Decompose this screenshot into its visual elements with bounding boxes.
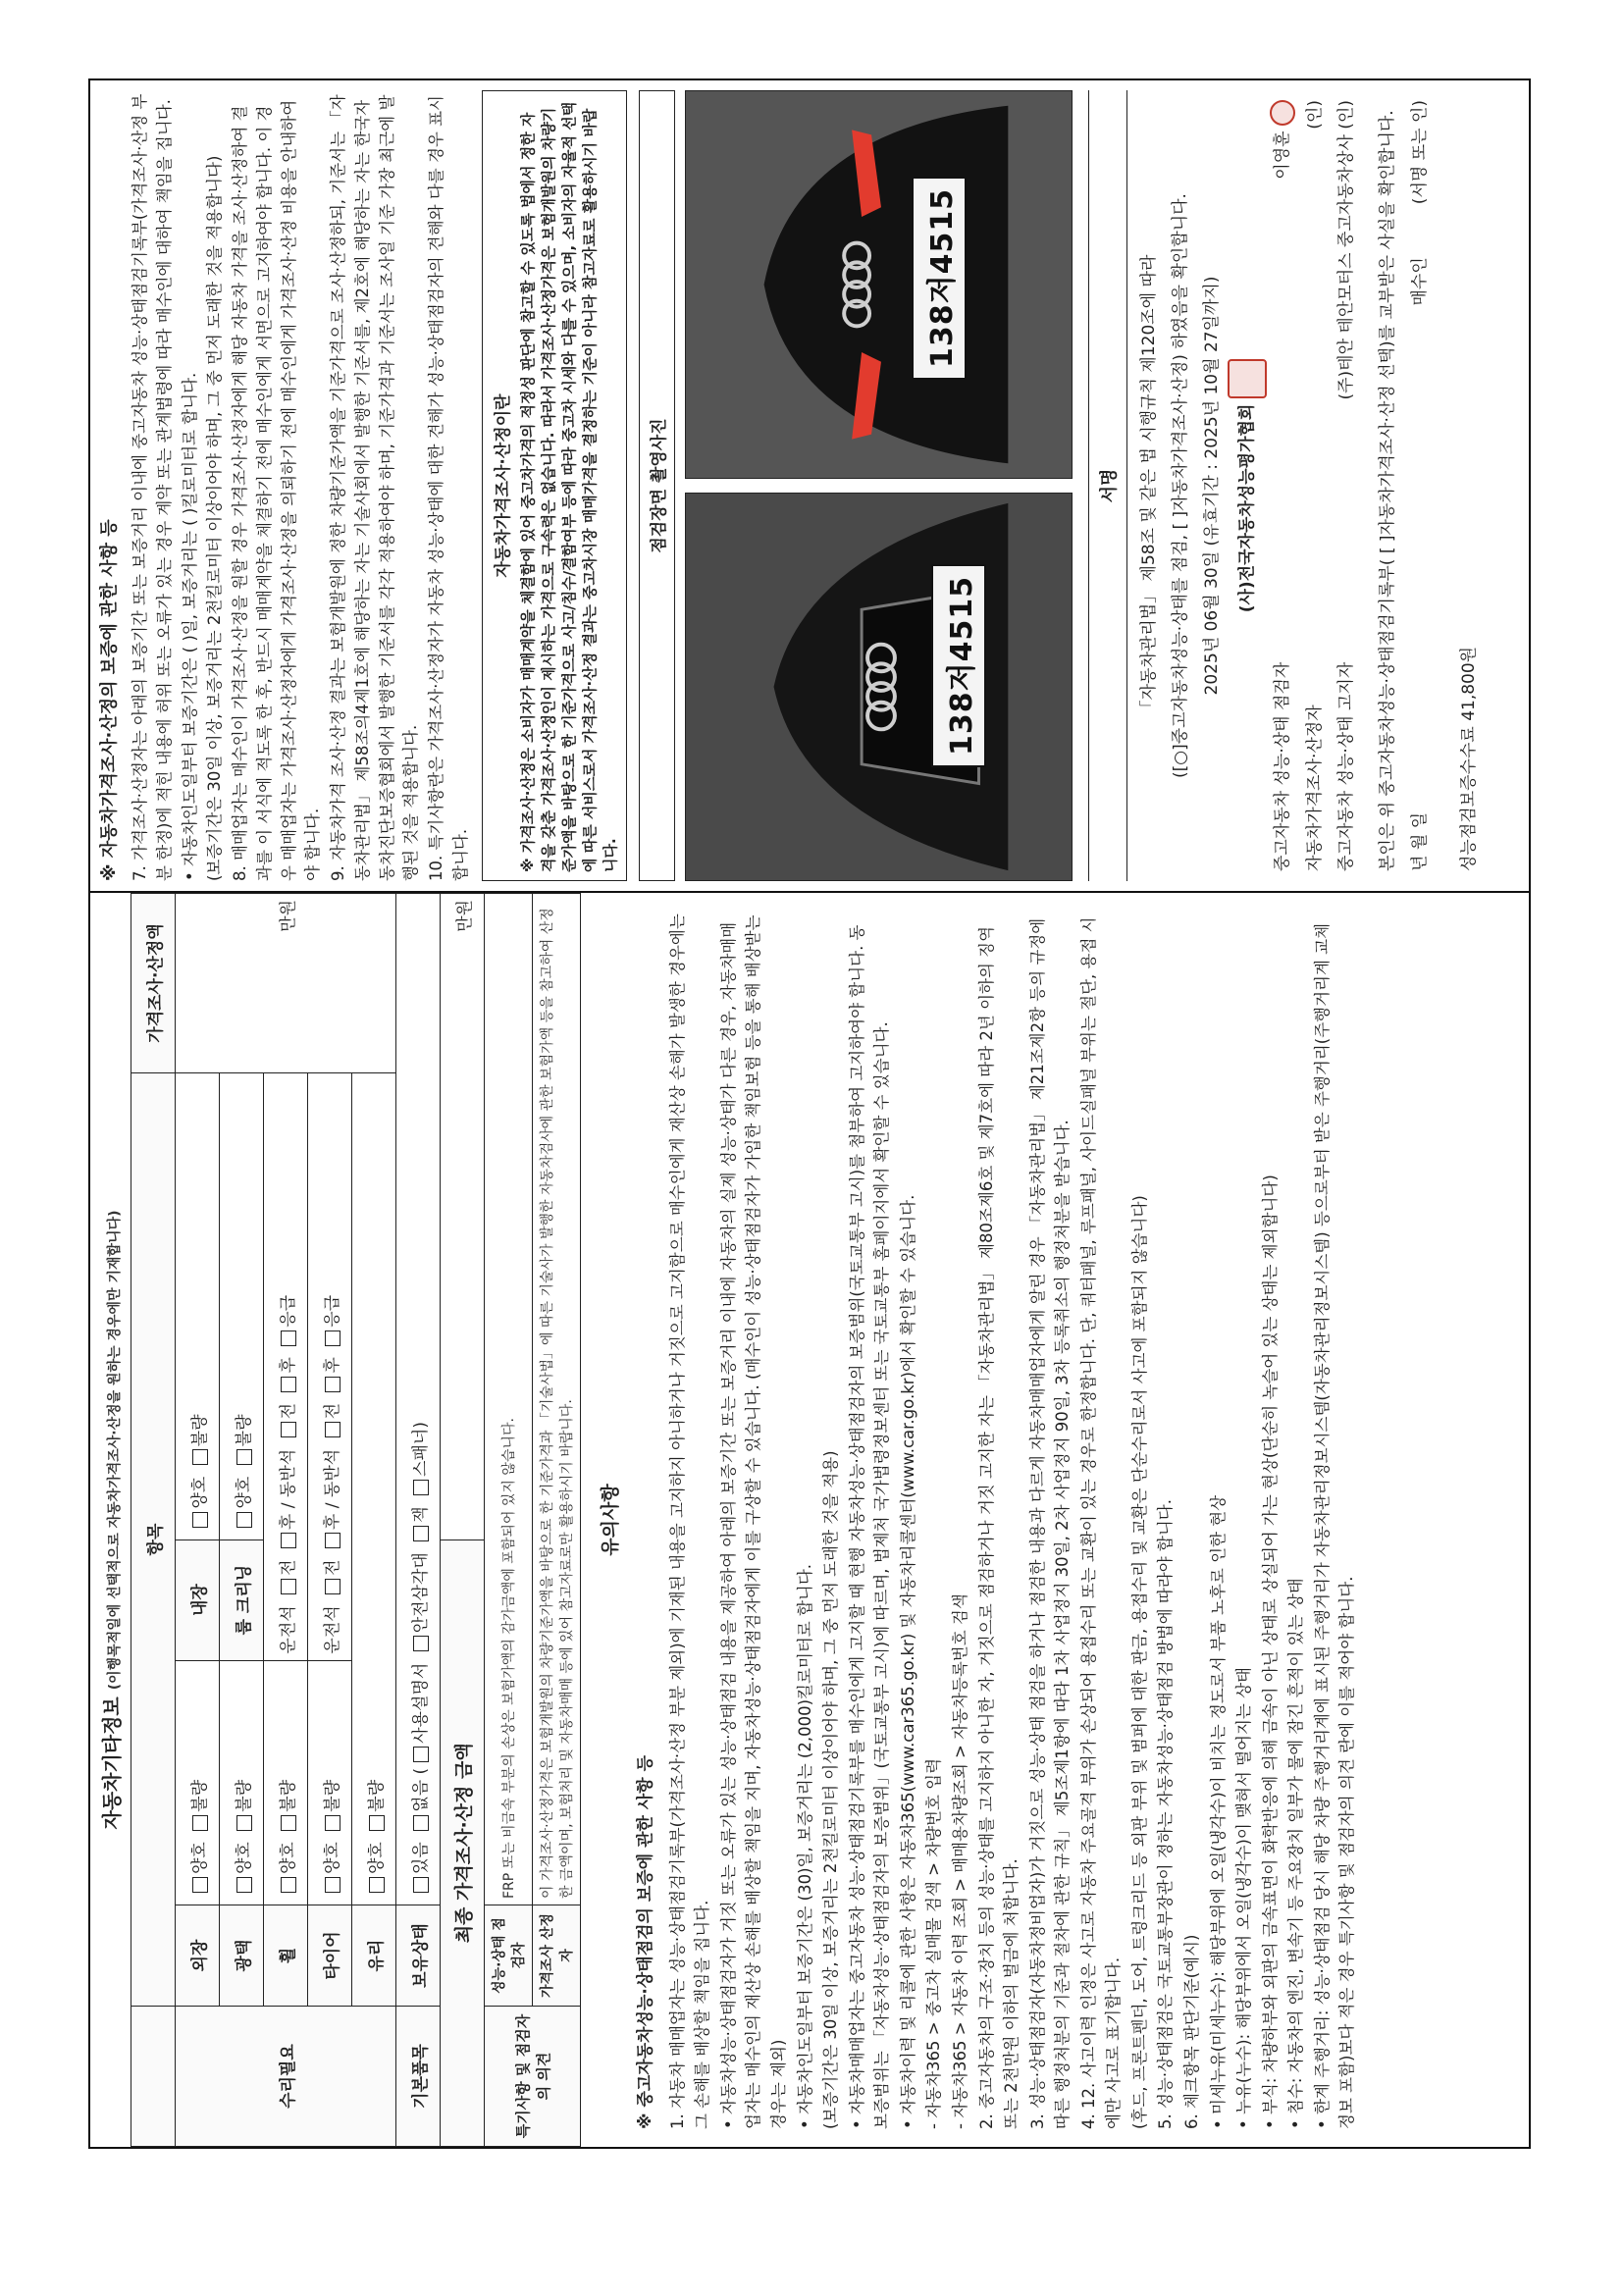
option-triangle: 안전삼각대 [410, 1552, 431, 1634]
caution-item: 2. 중고자동차의 구조·장치 등의 성능·상태를 고지하지 아니한 자, 거짓으로 점검하거나 거짓 고지한 자는 「자동차관리법」 제80조제6호 및 제7호에 따라 2년 이하의 징역 또는 2천만원 이하의 벌금에 처합니다. [976, 925, 1021, 2129]
price-guarantee-item: 8. 매매업자는 매수인이 가격조사·산정을 원할 경우 가격조사·산정자에게 해당 자동차 가격을 조사·산정하여 결과를 이 서식에 적도록 한 후, 반드시 매매계약을 체결하기 전에 매수인에게 서면으로 고지하여야 합니다. 이 경우 매매업자는 가격조사·산정자에게 가격조사·산정을 의뢰하기 전에 매수인에게 가격조사·산정 비용을 안내하여야 합니다. [231, 99, 323, 881]
date-blank: 년 월 일 [1409, 811, 1430, 871]
checkbox[interactable] [325, 1377, 340, 1392]
car-front-illustration [686, 494, 1072, 880]
checkbox[interactable] [325, 1533, 340, 1548]
checkbox[interactable] [236, 1512, 252, 1528]
row-wheel-positions[interactable]: 운전석 전 후 / 동반석 전 후 응급 [264, 1073, 308, 1661]
option-bad: 불량 [278, 1779, 298, 1812]
rear: 후 [322, 1357, 342, 1374]
row-cleaning-options[interactable] [220, 1073, 264, 1540]
signature-section [1127, 90, 1492, 881]
front-car-photo [685, 493, 1073, 881]
caution-item: 5. 성능·상태점검은 국토교통부장관이 정하는 자동차성능·상태점검 방법에 따라야 합니다. [1156, 1499, 1176, 2129]
option-bad: 불량 [189, 1414, 210, 1447]
option-good: 양호 [322, 1842, 342, 1874]
checkbox[interactable] [413, 1815, 429, 1831]
special-notes-price [533, 894, 581, 1905]
row-exterior-name: 외장 [176, 1905, 220, 2007]
checkbox[interactable] [413, 1480, 429, 1495]
note-price-basis: 이 가격조사·산정가격은 보험개발원의 차량기준가액을 바탕으로 한 기준가격과 「기술사법」에 따른 기술사가 발행한 자동차검사에 관한 보험가액 등을 참고하여 산정한 금액이며, 보험처리 및 자동차매매 등에 있어 참고자료로만 활용하시기 바랍니다. [540, 908, 575, 1899]
photos-title: 점검장면 촬영사진 [639, 90, 675, 881]
vehicle-other-title-text: 자동차기타정보 [100, 1696, 124, 1830]
inspector-name: 이영훈 [1273, 130, 1293, 180]
option-yes: 있음 [410, 1842, 431, 1874]
row-glass-options[interactable] [352, 1073, 396, 1905]
caution-item: • 자동차성능·상태점검자가 거짓 또는 오류가 있는 성능·상태점검 내용을 제공하여 아래의 보증기간 또는 보증거리 이내에 자동차의 실제 성능·상태가 다른 경우, 자동차매매업자는 매수인의 재산상 손해를 배상할 책임을 지며, 자동차성능·상태점검자에게 이를 구상할 수 있습니다. (매수인이 성능·상태점검자가 가입한 책임보험 등을 통해 배상받는 경우는 제외) [718, 914, 789, 2129]
cautions-subtitle: ※ 중고자동차성능·상태점검의 보증에 관한 사항 등 [636, 1754, 656, 2129]
basic-items-label: 기본품목 [396, 2007, 441, 2147]
passenger-side: 동반석 [322, 1448, 342, 1498]
cautions-section [581, 893, 1371, 2147]
org-name-text: (사)전국자동차성능평가협회 [1237, 403, 1258, 613]
option-bad: 불량 [234, 1779, 254, 1812]
row-exterior-options[interactable] [176, 1660, 220, 1905]
caution-item: • 자동차매매업자는 중고자동차 성능·상태점검기록부를 매수인에게 고지할 때 현행 자동차성능·상태점검자의 보증범위(국토교통부 고시)를 첨부하여 고지하여야 합니다. 동 보증범위는 「자동차성능·상태점검자의 보증범위」(국토교통부 고시)에 따르며, 법제처 국가법령정보센터 또는 국토교통부 홈페이지에서 확인할 수 있습니다. [847, 924, 892, 2129]
checkbox[interactable] [281, 1877, 296, 1893]
option-bad: 불량 [234, 1414, 254, 1447]
inspector-label: 중고자동차 성능·상태 점검자 [1273, 661, 1293, 871]
price-guarantee-item: • 자동차인도일부터 보증기간은 ( )일, 보증거리는 ( )킬로미터로 합니다. [180, 372, 199, 881]
checkbox[interactable] [281, 1331, 296, 1346]
checkbox[interactable] [281, 1422, 296, 1437]
vehicle-other-subtitle: (이행목적일에 선택적으로 자동차가격조사·산정을 원하는 경우에만 기재합니다) [107, 1210, 123, 1691]
passenger-side: 동반석 [278, 1448, 298, 1498]
row-wheel-options[interactable] [264, 1660, 308, 1905]
notifier-sign [1331, 100, 1362, 400]
price-guarantee-item: 10. 특기사항란은 가격조사·산정자가 자동차 성능·상태에 대한 견해가 성능·상태점검자의 견해와 다를 경우 표시합니다. [427, 95, 470, 881]
option-good: 양호 [189, 1842, 210, 1874]
checkbox[interactable] [192, 1877, 208, 1893]
price-header: 가격조사·산정액 [131, 894, 176, 1073]
checkbox[interactable] [192, 1512, 208, 1528]
checkbox[interactable] [325, 1331, 340, 1346]
price-guarantee-title: ※ 자동차가격조사·산정의 보증에 관한 사항 등 [99, 519, 120, 881]
row-tire-positions[interactable]: 운전석 전 후 / 동반석 전 후 응급 [308, 1073, 352, 1661]
caution-item: • 한계 주행거리: 성능·상태점검 당시 해당 차량 주행거리계에 표시된 주행거리가 자동차관리정보시스템(자동차관리정보시스템) 등으로부터 받은 주행거리(주행거리계 교체 정보 포함)보다 적은 경우 특기사항 및 점검자의 의견 란에 이를 적어야 합니다. [1312, 922, 1357, 2129]
price-cell-label: 가격조사 산정자 [533, 1905, 581, 2007]
buyer-sign-mark: (서명 또는 인) [1409, 100, 1430, 205]
price-definition-title: 자동차가격조사·산정이란 [493, 393, 513, 578]
vehicle-other-table [131, 893, 581, 2147]
basic-items-status: 보유상태 [396, 1905, 441, 2007]
caution-item: • 미세누유(미세누수): 해당부위에 오일(냉각수)이 비치는 정도로서 부품 노후로 인한 현상 [1208, 1494, 1228, 2129]
buyer-row [1404, 100, 1436, 871]
inspector-seal-icon [1270, 100, 1295, 126]
caution-item: 4. 12. 사고이력 인정은 사고로 자동차 주요골격 부위가 손상되어 용접수리 또는 교환이 있는 경우로 한정합니다. 단, 쿼터패널, 루프패널, 사이드실패널 부위는 절단, 용접 시에만 사고로 표기합니다. [1078, 916, 1124, 2129]
checkbox[interactable] [369, 1815, 385, 1831]
option-good: 양호 [234, 1476, 254, 1509]
repair-needed-label: 수리필요 [176, 2007, 396, 2147]
caution-item: (후드, 프론트펜더, 도어, 트렁크리드 등 외판 부위 및 범퍼에 대한 판금, 용접수리 및 교환은 단순수리로서 사고에 포함되지 않습니다) [1129, 1195, 1149, 2129]
caution-item: • 부식: 차량하부와 외판의 금속표면이 화학반응에 의해 금속이 아닌 상태로 상실되어 가는 현상(단순히 녹슬어 있는 상태는 제외합니다) [1260, 1174, 1280, 2129]
appraiser-seal: (인) [1304, 100, 1325, 130]
caution-item: • 자동차인도일부터 보증기간은 (30)일, 보증거리는 (2,000)킬로미터로 합니다. [795, 1563, 814, 2129]
rear-license-plate: 138저4515 [912, 177, 967, 380]
caution-item: (보증기간은 30일 이상, 보증거리는 2천킬로미터 이상이어야 하며, 그 중 먼저 도래한 것을 적용) [821, 1450, 841, 2129]
checkbox[interactable] [325, 1579, 340, 1594]
row-interior-options[interactable] [176, 1073, 220, 1540]
emergency: 응급 [322, 1294, 342, 1328]
note-frp: FRP 또는 비금속 부분의 손상은 보험가액의 감가금액에 포함되어 있지 않습니다. [501, 1418, 517, 1899]
issue-date: 2025년 06월 30일 (유효기간 : 2025년 10월 27일까지) [1202, 276, 1223, 696]
final-price-label: 최종 가격조사·산정 금액 [441, 1539, 485, 2146]
notifier-row [1331, 100, 1362, 871]
caution-item: • 누유(누수): 해당부위에서 오일(냉각수)이 맺혀서 떨어지는 상태 [1234, 1667, 1254, 2129]
emergency: 응급 [278, 1294, 298, 1328]
caution-item: • 침수: 자동차의 엔진, 변속기 등 주요장치 일부가 물에 잠긴 흔적이 있는 상태 [1286, 1578, 1306, 2129]
price-definition-text: ※ 가격조사·산정은 소비자가 매매계약을 체결함에 있어 중고차가격의 적정성 판단에 참고할 수 있도록 법에서 정한 자격을 갖춘 가격조사·산정인이 제시하는 가격으로 구속력은 없습니다. 따라서 가격조사·산정가격은 보험개발원의 차량기준가액을 바탕으로 한 기준가격으로 사고/침수/결함여부 등에 따라 중고차 시세와 다를 수 있으며, 소비자의 자율적 선택에 따른 서비스로서 가격조사·산정 결과는 중고차시장 매매가격을 결정하는 기준이 아니라 참고자료로 활용하시기 바랍니다. [518, 101, 619, 872]
inspector-cell: 성능·상태 점검자 [485, 1905, 533, 2007]
option-good: 양호 [189, 1476, 210, 1509]
right-column [90, 80, 1529, 891]
law-text: 「자동차관리법」 제58조 및 같은 법 시행규칙 제120조에 따라 [1138, 254, 1159, 717]
checkbox[interactable] [325, 1815, 340, 1831]
checkbox[interactable] [325, 1422, 340, 1437]
front-license-plate: 138저4515 [931, 564, 986, 767]
cautions-title: 유의사항 [600, 1484, 621, 1556]
car-rear-illustration [686, 91, 1072, 478]
option-bad: 불량 [366, 1779, 387, 1812]
row-interior-name: 내장 [176, 1539, 220, 1660]
checkbox[interactable] [192, 1815, 208, 1831]
row-wheel-name: 휠 [264, 1905, 308, 2007]
checkbox[interactable] [369, 1877, 385, 1893]
org-seal-icon [1228, 359, 1267, 398]
rear: 후 [322, 1513, 342, 1531]
caution-item: 6. 체크항목 판단기준(예시) [1182, 1934, 1202, 2129]
price-cell [176, 894, 396, 1073]
org-name [1228, 100, 1267, 871]
notifier-name: (주)테안 테안모터스 중고자동차상사 [1335, 134, 1356, 400]
row-cleaning-name: 룸 크리닝 [220, 1539, 264, 1660]
driver-side: 운전석 [278, 1605, 298, 1654]
notifier-label: 중고자동차 성능·상태 고지자 [1335, 661, 1356, 871]
front: 전 [322, 1559, 342, 1576]
vehicle-other-title [96, 893, 125, 2147]
option-jack: 잭 [410, 1506, 431, 1523]
special-notes-label: 특기사항 및 점검자의 의견 [485, 2007, 581, 2147]
row-tire-options[interactable] [308, 1660, 352, 1905]
rear-car-photo [685, 90, 1073, 479]
option-spanner: 스패너 [410, 1428, 431, 1477]
option-good: 양호 [234, 1842, 254, 1874]
buyer-label: 매수인 [1409, 257, 1430, 306]
photos-row [685, 90, 1073, 881]
document-sheet [88, 78, 1531, 2149]
checkbox[interactable] [192, 1449, 208, 1465]
front: 전 [278, 1559, 298, 1576]
receipt-text: 본인은 위 중고자동차성능·상태점검기록부( [ ]자동차가격조사·산정 선택)를 교부받은 사실을 확인합니다. [1378, 110, 1398, 871]
checkbox[interactable] [281, 1815, 296, 1831]
price-definition-box [482, 90, 627, 881]
buyer-sign-area[interactable] [1404, 100, 1436, 306]
checkbox[interactable] [281, 1377, 296, 1392]
caution-item: 1. 자동차 매매업자는 성능·상태점검기록부(가격조사·산정 부분 제외)에 기재된 내용을 고지하지 아니하거나 거짓으로 고지함으로 매수인에게 재산상 손해가 발생한 경우에는 그 손해를 배상할 책임을 집니다. [667, 913, 712, 2129]
caution-item: 3. 성능·상태점검자(자동차정비업자)가 거짓으로 성능·상태 점검을 하거나 점검한 내용과 다르게 자동차매매업자에게 알린 경우 「자동차관리법」 제21조제2항 등의 규정에 따른 행정처분의 기준과 절차에 관한 규칙」 제5조제1항에 따라 1차 사업정지 30일, 2차 사업정지 90일, 3차 등록취소의 행정처분을 받습니다. [1027, 917, 1073, 2129]
option-bad: 불량 [189, 1779, 210, 1812]
caution-item: - 자동차365 > 중고차 실매물 검색 > 차량번호 입력 [924, 1757, 944, 2129]
won-unit: 만원 [278, 900, 298, 932]
inspector-sign [1267, 100, 1298, 180]
appraiser-row [1299, 100, 1331, 871]
basic-items-options[interactable]: 있음 없음 (사용설명서 안전삼각대 잭 스패너) [396, 894, 441, 1905]
inspector-row [1267, 100, 1298, 871]
special-notes-inspector [485, 894, 533, 1905]
checkbox[interactable] [413, 1747, 429, 1762]
final-price-unit: 만원 [454, 900, 475, 932]
checkbox[interactable] [413, 1636, 429, 1651]
checkbox[interactable] [281, 1579, 296, 1594]
row-gloss-name: 광택 [220, 1905, 264, 2007]
checkbox[interactable] [281, 1533, 296, 1548]
front: 전 [278, 1402, 298, 1420]
option-good: 양호 [278, 1842, 298, 1874]
price-guarantee-item: (보증기간은 30일 이상, 보증거리는 2천킬로미터 이상이어야 하며, 그 중 먼저 도래한 것을 적용합니다) [205, 155, 225, 881]
appraiser-label: 자동차가격조사·산정자 [1304, 704, 1325, 871]
checkbox[interactable] [413, 1877, 429, 1893]
rear: 후 [278, 1357, 298, 1374]
driver-side: 운전석 [322, 1605, 342, 1654]
option-manual: 사용설명서 [410, 1662, 431, 1744]
row-glass-name: 유리 [352, 1905, 396, 2007]
left-column [90, 891, 1529, 2147]
caution-item: - 자동차365 > 자동차 이력 조회 > 매매용차량조회 > 자동차등록번호 검색 [950, 1593, 969, 2129]
price-guarantee-item: 7. 가격조사·산정자는 아래의 보증기간 또는 보증거리 이내에 중고자동차 성능·상태점검기록부(가격조사·산정 부분 한정)에 적힌 내용에 허위 또는 오류가 있는 경우 계약 또는 관계법령에 따라 매수인에 대하여 책임을 집니다. [131, 93, 174, 881]
caution-item: • 자동차이력 및 리콜에 관한 사항은 자동차365(www.car365.go.kr) 및 자동차리콜센터(www.car.go.kr)에서 확인할 수 있습니다. [898, 1194, 917, 2129]
price-guarantee-section [96, 90, 474, 881]
checkbox[interactable] [236, 1815, 252, 1831]
signature-title: 서명 [1088, 90, 1127, 881]
price-guarantee-item: 9. 자동차가격 조사·산정 결과는 보험개발원에 정한 차량기준가액을 기준가격으로 조사·산정하되, 기준서는 「자동차관리법」 제58조의4제1호에 해당하는 자는 기술사회에서 발행한 기준서를, 제2호에 해당하는 자는 한국자동차진단보증협회에서 발행한 기준서를 각각 적용하여야 하며, 기준가격과 기준서는 조사일 기준 가장 최근에 발행된 것을 적용합니다. [329, 94, 421, 881]
checkbox[interactable] [236, 1449, 252, 1465]
item-header: 항목 [131, 1073, 176, 2007]
row-gloss-options[interactable] [220, 1660, 264, 1905]
check-text: ([○]중고자동차성능·상태를 점검, [ ]자동차가격조사·산정) 하였음을 확인합니다. [1170, 193, 1190, 778]
option-good: 양호 [366, 1842, 387, 1874]
rear: 후 [278, 1513, 298, 1531]
option-no: 없음 [410, 1779, 431, 1812]
front: 전 [322, 1402, 342, 1420]
notifier-seal: (인) [1335, 100, 1356, 130]
repair-needed-header-cell [131, 2007, 176, 2147]
row-tire-name: 타이어 [308, 1905, 352, 2007]
checkbox[interactable] [236, 1877, 252, 1893]
final-price-value [441, 894, 485, 1540]
checkbox[interactable] [413, 1526, 429, 1541]
fee-footer: 성능점검보증수수료 41,800원 [1458, 646, 1479, 871]
option-bad: 불량 [322, 1779, 342, 1812]
checkbox[interactable] [325, 1877, 340, 1893]
